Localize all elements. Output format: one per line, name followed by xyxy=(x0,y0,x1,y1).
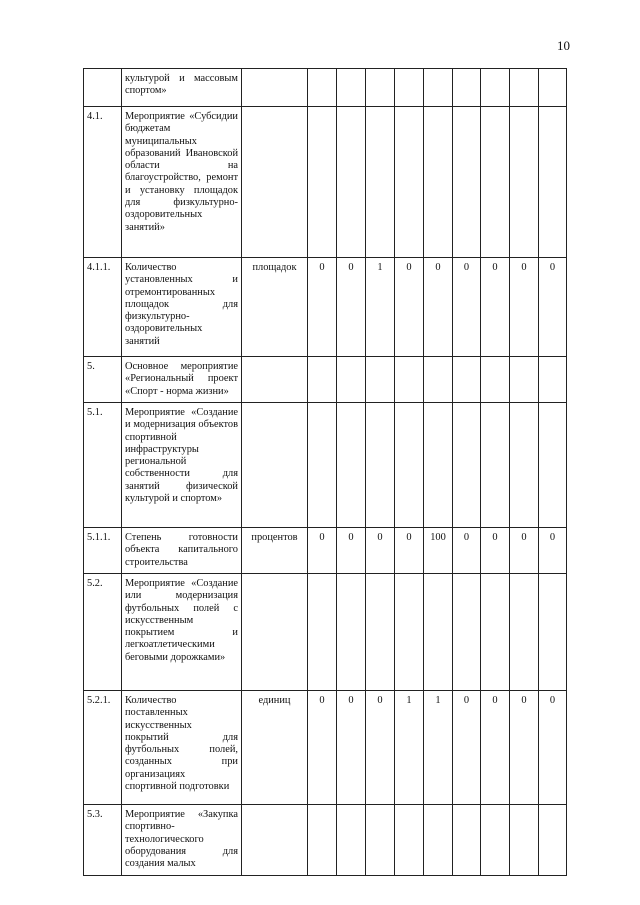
row-description: Мероприятие «Закупка спортивно-технологического оборудования для создания малых xyxy=(122,805,242,876)
row-unit: площадок xyxy=(242,258,308,357)
row-value xyxy=(308,805,337,876)
row-number: 4.1. xyxy=(84,107,122,258)
row-description: культурой и массовым спортом» xyxy=(122,69,242,107)
row-value: 0 xyxy=(539,258,567,357)
row-value: 0 xyxy=(424,258,453,357)
row-number: 5. xyxy=(84,357,122,403)
row-value: 1 xyxy=(366,258,395,357)
row-number: 5.3. xyxy=(84,805,122,876)
row-value: 0 xyxy=(481,691,510,805)
row-value: 1 xyxy=(424,691,453,805)
table-row xyxy=(84,258,567,357)
row-description: Основное мероприятие «Региональный проект «Спорт - норма жизни» xyxy=(122,357,242,403)
row-value xyxy=(395,107,424,258)
row-value xyxy=(308,69,337,107)
row-value: 0 xyxy=(481,258,510,357)
row-value xyxy=(539,357,567,403)
row-value: 0 xyxy=(453,528,481,574)
row-unit xyxy=(242,107,308,258)
row-value xyxy=(308,403,337,528)
row-value xyxy=(453,357,481,403)
table-row xyxy=(84,528,567,574)
row-value xyxy=(453,574,481,691)
row-value xyxy=(424,403,453,528)
row-value xyxy=(366,107,395,258)
row-value: 100 xyxy=(424,528,453,574)
row-value xyxy=(337,69,366,107)
row-value: 0 xyxy=(453,258,481,357)
row-value xyxy=(308,107,337,258)
row-unit xyxy=(242,805,308,876)
table-row xyxy=(84,357,567,403)
row-value xyxy=(481,357,510,403)
row-value: 0 xyxy=(337,528,366,574)
row-value xyxy=(366,403,395,528)
row-value: 0 xyxy=(510,528,539,574)
row-value xyxy=(395,403,424,528)
table-row xyxy=(84,805,567,876)
row-unit xyxy=(242,357,308,403)
row-number: 5.1. xyxy=(84,403,122,528)
row-value: 0 xyxy=(539,691,567,805)
row-value: 0 xyxy=(366,528,395,574)
row-value xyxy=(308,574,337,691)
table-row xyxy=(84,691,567,805)
row-description: Количество установленных и отремонтированных площадок для физкультурно-оздоровительных занятий xyxy=(122,258,242,357)
row-value xyxy=(510,805,539,876)
row-number: 5.2. xyxy=(84,574,122,691)
row-value xyxy=(539,107,567,258)
row-value xyxy=(510,574,539,691)
row-value xyxy=(366,574,395,691)
row-description: Мероприятие «Субсидии бюджетам муниципальных образований Ивановской области на благоустройство, ремонт и установку площадок для физкультурно-оздоровительных занятий» xyxy=(122,107,242,258)
row-value xyxy=(481,805,510,876)
row-value xyxy=(510,107,539,258)
row-value xyxy=(481,69,510,107)
row-unit xyxy=(242,574,308,691)
row-unit: процентов xyxy=(242,528,308,574)
row-number: 5.1.1. xyxy=(84,528,122,574)
row-value xyxy=(337,107,366,258)
row-value xyxy=(481,107,510,258)
row-value xyxy=(308,357,337,403)
row-value xyxy=(424,357,453,403)
table-row xyxy=(84,69,567,107)
row-description: Мероприятие «Создание или модернизация футбольных полей с искусственным покрытием и легкоатлетическими беговыми дорожками» xyxy=(122,574,242,691)
row-number: 4.1.1. xyxy=(84,258,122,357)
row-value xyxy=(453,403,481,528)
row-value: 0 xyxy=(453,691,481,805)
row-value xyxy=(539,574,567,691)
table-row xyxy=(84,574,567,691)
row-number xyxy=(84,69,122,107)
row-value: 1 xyxy=(395,691,424,805)
row-value xyxy=(510,403,539,528)
row-value: 0 xyxy=(539,528,567,574)
row-value xyxy=(424,69,453,107)
row-value xyxy=(337,357,366,403)
row-value xyxy=(453,805,481,876)
row-value xyxy=(510,357,539,403)
row-value xyxy=(453,107,481,258)
row-value: 0 xyxy=(308,258,337,357)
row-value xyxy=(424,107,453,258)
row-value xyxy=(395,69,424,107)
row-value: 0 xyxy=(337,691,366,805)
row-value xyxy=(539,69,567,107)
indicators-table xyxy=(83,68,567,876)
row-value xyxy=(366,357,395,403)
row-unit xyxy=(242,69,308,107)
row-value xyxy=(539,403,567,528)
row-value xyxy=(424,805,453,876)
row-value: 0 xyxy=(481,528,510,574)
row-value xyxy=(453,69,481,107)
row-value xyxy=(395,574,424,691)
row-value xyxy=(366,69,395,107)
row-value xyxy=(395,357,424,403)
row-value xyxy=(337,805,366,876)
row-value: 0 xyxy=(395,528,424,574)
row-value xyxy=(539,805,567,876)
row-value: 0 xyxy=(308,691,337,805)
row-value xyxy=(366,805,395,876)
row-description: Мероприятие «Создание и модернизация объектов спортивной инфраструктуры региональной собственности для занятий физической культурой и спортом» xyxy=(122,403,242,528)
table-row xyxy=(84,403,567,528)
row-description: Степень готовности объекта капитального строительства xyxy=(122,528,242,574)
row-value: 0 xyxy=(395,258,424,357)
row-value xyxy=(424,574,453,691)
row-description: Количество поставленных искусственных покрытий для футбольных полей, созданных при организациях спортивной подготовки xyxy=(122,691,242,805)
row-value: 0 xyxy=(510,691,539,805)
row-value xyxy=(481,574,510,691)
row-unit xyxy=(242,403,308,528)
table-row xyxy=(84,107,567,258)
row-number: 5.2.1. xyxy=(84,691,122,805)
row-value xyxy=(337,574,366,691)
row-value: 0 xyxy=(337,258,366,357)
row-value xyxy=(481,403,510,528)
row-value xyxy=(337,403,366,528)
row-value: 0 xyxy=(366,691,395,805)
row-unit: единиц xyxy=(242,691,308,805)
row-value xyxy=(510,69,539,107)
row-value: 0 xyxy=(510,258,539,357)
page-number: 10 xyxy=(557,38,570,53)
row-value xyxy=(395,805,424,876)
row-value: 0 xyxy=(308,528,337,574)
